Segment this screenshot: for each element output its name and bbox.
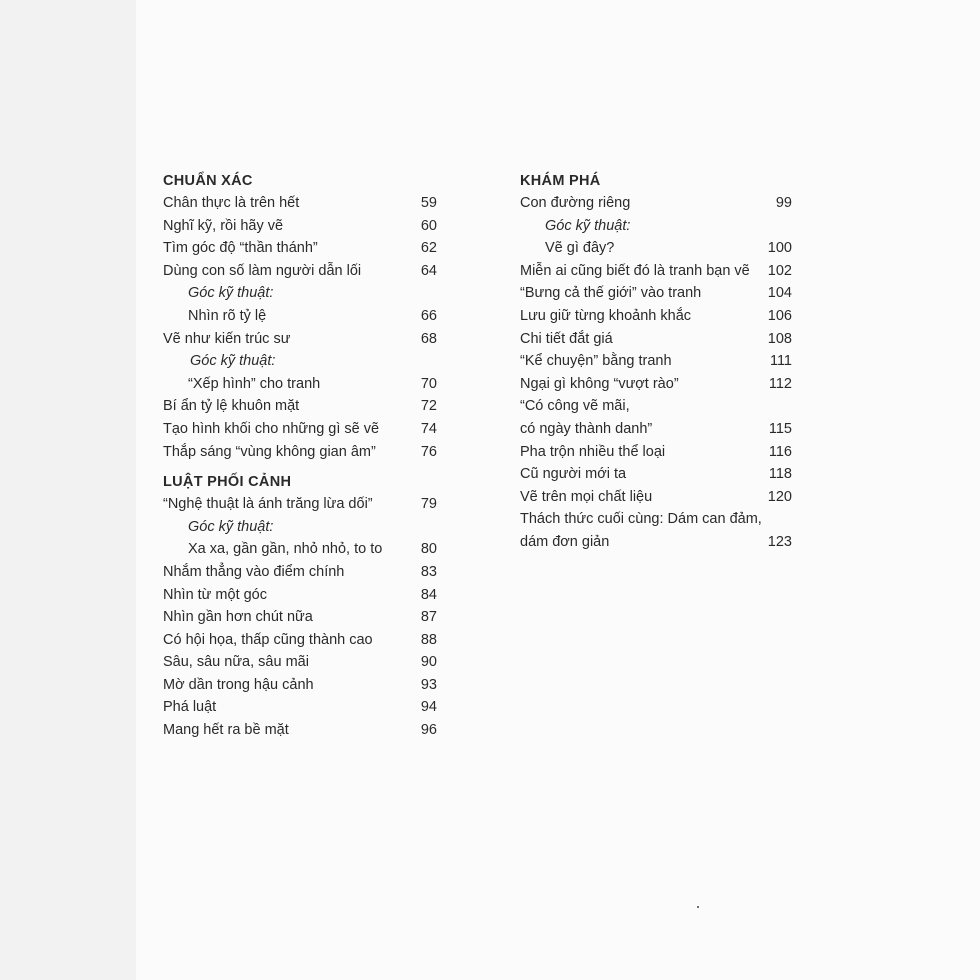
- entry-page: 76: [420, 443, 437, 460]
- entry-label: dám đơn giản: [520, 533, 610, 550]
- toc-entry: [163, 651, 437, 674]
- toc-entry: [163, 584, 437, 607]
- toc-note: [163, 350, 437, 373]
- entry-page: 123: [767, 533, 792, 550]
- entry-page: 83: [420, 563, 437, 580]
- toc-entry: [163, 418, 437, 441]
- toc-entry: [163, 493, 437, 516]
- entry-label: Tạo hình khối cho những gì sẽ vẽ: [163, 420, 380, 437]
- entry-label: “Có công vẽ mãi,: [520, 398, 630, 415]
- entry-page: 59: [420, 195, 437, 211]
- entry-label: Phá luật: [163, 699, 217, 716]
- entry-page: 104: [767, 285, 792, 302]
- toc-entry: [520, 441, 792, 464]
- entry-page: 62: [420, 240, 437, 257]
- toc-entry: [163, 719, 437, 742]
- entry-page: 112: [768, 375, 792, 392]
- entry-page: 66: [420, 307, 437, 324]
- entry-page: 74: [420, 420, 437, 437]
- toc-entry: [520, 305, 792, 328]
- toc-entry: [520, 350, 792, 373]
- entry-label: Mờ dần trong hậu cảnh: [163, 676, 314, 693]
- entry-label: Dùng con số làm người dẫn lối: [163, 262, 362, 279]
- toc-entry: [163, 538, 437, 561]
- entry-label: có ngày thành danh”: [520, 420, 653, 437]
- toc-entry: [163, 441, 437, 464]
- toc-entry: [163, 696, 437, 719]
- entry-page: 84: [420, 586, 437, 603]
- entry-label: Nghĩ kỹ, rồi hãy vẽ: [163, 217, 284, 234]
- print-speck: [697, 906, 699, 908]
- entry-page: 72: [420, 398, 437, 415]
- entry-label: Pha trộn nhiều thể loại: [520, 443, 666, 460]
- entry-label: Con đường riêng: [520, 195, 631, 211]
- toc-entry: [163, 305, 437, 328]
- toc-entry: [520, 373, 792, 396]
- toc-left-column: [163, 168, 437, 742]
- entry-label: Lưu giữ từng khoảnh khắc: [520, 307, 692, 324]
- entry-page: 120: [767, 488, 792, 505]
- entry-page: 64: [420, 262, 437, 279]
- entry-page: 94: [420, 699, 437, 716]
- entry-page: 88: [420, 631, 437, 648]
- toc-entry: [520, 463, 792, 486]
- section-title: LUẬT PHỐI CẢNH: [163, 474, 292, 491]
- toc-entry: [163, 192, 437, 215]
- toc-entry: [163, 215, 437, 238]
- toc-entry: [520, 531, 792, 554]
- toc-entry: [520, 192, 792, 215]
- toc-entry: [520, 395, 792, 418]
- entry-page: 111: [769, 353, 792, 370]
- toc-entry: [163, 373, 437, 396]
- entry-label: Vẽ trên mọi chất liệu: [520, 488, 653, 505]
- entry-page: 115: [768, 420, 792, 437]
- toc-entry: [163, 328, 437, 351]
- section-title: CHUẨN XÁC: [163, 173, 253, 189]
- toc-entry: [520, 508, 792, 531]
- toc-entry: [520, 418, 792, 441]
- toc-entry: [163, 260, 437, 283]
- entry-label: “Kể chuyện” bằng tranh: [520, 353, 672, 370]
- toc-entry: [163, 629, 437, 652]
- entry-label: Góc kỹ thuật:: [190, 353, 276, 370]
- toc-entry: [520, 486, 792, 509]
- entry-label: Chi tiết đắt giá: [520, 330, 613, 347]
- entry-page: 79: [420, 496, 437, 513]
- entry-label: Nhắm thẳng vào điểm chính: [163, 563, 345, 580]
- section-title: KHÁM PHÁ: [520, 173, 601, 189]
- toc-note: [163, 516, 437, 539]
- entry-label: Bí ẩn tỷ lệ khuôn mặt: [163, 398, 300, 415]
- toc-entry: [520, 237, 792, 260]
- entry-page: 96: [420, 722, 437, 739]
- entry-page: 60: [420, 217, 437, 234]
- entry-label: Nhìn gần hơn chút nữa: [163, 609, 313, 626]
- entry-label: Chân thực là trên hết: [163, 195, 300, 211]
- entry-page: 70: [420, 375, 437, 392]
- entry-label: “Nghệ thuật là ánh trăng lừa dối”: [163, 496, 373, 513]
- toc-entry: [520, 260, 792, 283]
- toc-entry: [163, 674, 437, 697]
- entry-label: Mang hết ra bề mặt: [163, 722, 289, 739]
- toc-entry: [520, 282, 792, 305]
- entry-page: 99: [775, 195, 792, 211]
- entry-page: 108: [767, 330, 792, 347]
- entry-page: 106: [767, 307, 792, 324]
- toc-entry: [520, 328, 792, 351]
- entry-label: Thách thức cuối cùng: Dám can đảm,: [520, 511, 762, 528]
- entry-label: Vẽ như kiến trúc sư: [163, 330, 291, 347]
- entry-label: Góc kỹ thuật:: [188, 285, 274, 302]
- entry-page: 93: [420, 676, 437, 693]
- entry-page: 90: [420, 654, 437, 671]
- entry-label: Có hội họa, thấp cũng thành cao: [163, 631, 373, 648]
- toc-right-column: [520, 168, 792, 554]
- entry-label: Cũ người mới ta: [520, 466, 627, 483]
- entry-label: Nhìn rõ tỷ lệ: [188, 307, 267, 324]
- entry-label: Thắp sáng “vùng không gian âm”: [163, 443, 376, 460]
- toc-entry: [163, 561, 437, 584]
- entry-label: Nhìn từ một góc: [163, 586, 267, 603]
- toc-entry: [163, 606, 437, 629]
- entry-label: Xa xa, gần gần, nhỏ nhỏ, to to: [188, 541, 383, 558]
- entry-label: Góc kỹ thuật:: [545, 217, 631, 234]
- entry-label: Ngại gì không “vượt rào”: [520, 375, 679, 392]
- entry-label: Vẽ gì đây?: [545, 240, 615, 257]
- entry-label: Tìm góc độ “thần thánh”: [163, 240, 318, 257]
- entry-page: 102: [767, 262, 792, 279]
- toc-entry: [163, 395, 437, 418]
- entry-page: 68: [420, 330, 437, 347]
- entry-page: 100: [767, 240, 792, 257]
- toc-note: [520, 215, 792, 238]
- entry-page: 116: [768, 443, 792, 460]
- toc-note: [163, 282, 437, 305]
- entry-page: 87: [420, 609, 437, 626]
- entry-label: “Xếp hình” cho tranh: [188, 375, 321, 392]
- toc-entry: [163, 237, 437, 260]
- entry-label: “Bưng cả thế giới” vào tranh: [520, 285, 702, 302]
- entry-label: Góc kỹ thuật:: [188, 518, 274, 535]
- entry-page: 118: [768, 466, 792, 483]
- entry-label: Sâu, sâu nữa, sâu mãi: [163, 654, 309, 671]
- entry-page: 80: [420, 541, 437, 558]
- entry-label: Miễn ai cũng biết đó là tranh bạn vẽ: [520, 262, 750, 279]
